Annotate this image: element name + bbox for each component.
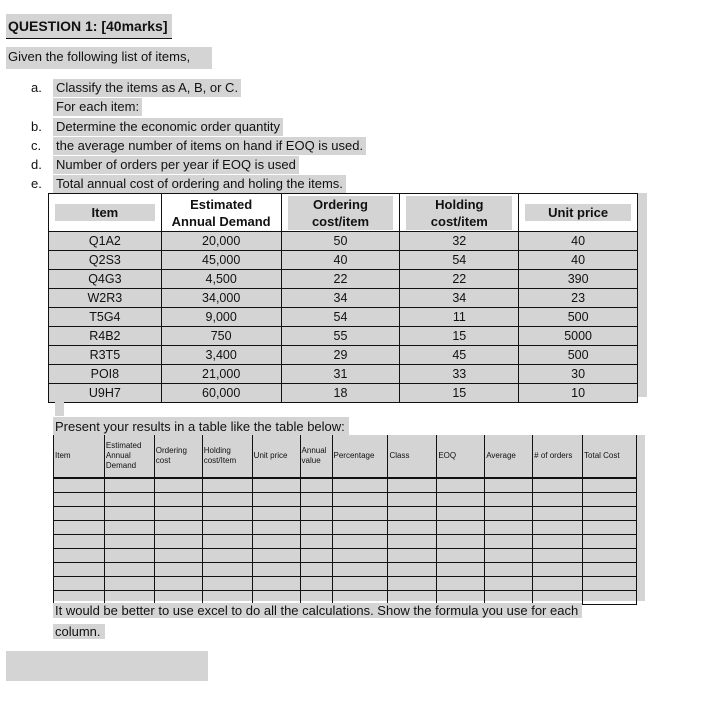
template-empty-cell (104, 478, 154, 493)
table-cell: 22 (281, 270, 400, 289)
template-empty-row (54, 478, 637, 493)
table-cell: 9,000 (161, 308, 281, 327)
template-empty-cell (104, 493, 154, 507)
template-empty-cell (202, 521, 252, 535)
template-header-cell: Percentage (332, 435, 388, 478)
template-empty-cell (533, 493, 583, 507)
table-row (49, 289, 638, 308)
table-row (49, 308, 638, 327)
template-empty-cell (533, 521, 583, 535)
template-header-cell: Unit price (252, 435, 300, 478)
table-cell: 5000 (519, 327, 638, 346)
header-item: Item (49, 194, 162, 232)
template-empty-cell (154, 507, 202, 521)
table-cell: 50 (281, 232, 400, 251)
task-text: Number of orders per year if EOQ is used (53, 156, 299, 174)
template-empty-cell (485, 478, 533, 493)
template-empty-row (54, 563, 637, 577)
gray-highlight (55, 397, 64, 416)
template-empty-cell (104, 521, 154, 535)
template-empty-cell (533, 577, 583, 591)
table-row (49, 270, 638, 289)
present-results-text: Present your results in a table like the table below: (53, 417, 349, 436)
template-empty-cell (583, 549, 637, 563)
footer-instructions (53, 601, 605, 642)
template-empty-cell (54, 535, 105, 549)
table-cell: 30 (519, 365, 638, 384)
template-empty-cell (300, 478, 332, 493)
template-empty-row (54, 549, 637, 563)
table-cell: W2R3 (49, 289, 162, 308)
table-cell: 500 (519, 346, 638, 365)
template-empty-cell (54, 493, 105, 507)
template-empty-cell (583, 493, 637, 507)
template-header-cell: Class (388, 435, 437, 478)
template-empty-cell (300, 493, 332, 507)
gray-highlight (638, 193, 647, 397)
task-letter: c. (31, 138, 42, 153)
header-ordering-cost: Ordering cost/item (281, 194, 400, 232)
items-table-body (49, 232, 638, 403)
template-empty-cell (300, 521, 332, 535)
table-cell: 60,000 (161, 384, 281, 403)
template-empty-cell (437, 521, 485, 535)
template-empty-cell (252, 493, 300, 507)
template-header-cell: # of orders (533, 435, 583, 478)
items-table (48, 193, 638, 403)
template-header-cell: Estimated Annual Demand (104, 435, 154, 478)
template-empty-cell (388, 563, 437, 577)
template-empty-cell (154, 563, 202, 577)
template-header-cell: EOQ (437, 435, 485, 478)
table-cell: 15 (400, 327, 519, 346)
table-row (49, 251, 638, 270)
table-cell: 45,000 (161, 251, 281, 270)
table-cell: U9H7 (49, 384, 162, 403)
table-cell: 750 (161, 327, 281, 346)
template-header-cell: Holding cost/Item (202, 435, 252, 478)
template-empty-cell (154, 577, 202, 591)
task-letter: d. (31, 157, 42, 172)
table-cell: Q2S3 (49, 251, 162, 270)
template-empty-row (54, 577, 637, 591)
template-empty-cell (388, 577, 437, 591)
intro-text: Given the following list of items, (6, 47, 212, 69)
template-empty-cell (388, 535, 437, 549)
template-body (54, 478, 637, 605)
table-row (49, 346, 638, 365)
template-empty-cell (154, 478, 202, 493)
template-empty-cell (437, 577, 485, 591)
template-empty-cell (54, 478, 105, 493)
template-empty-cell (252, 577, 300, 591)
table-cell: 390 (519, 270, 638, 289)
template-empty-cell (54, 577, 105, 591)
template-empty-cell (300, 507, 332, 521)
template-empty-row (54, 493, 637, 507)
table-cell: 23 (519, 289, 638, 308)
template-empty-cell (252, 478, 300, 493)
template-empty-cell (388, 521, 437, 535)
template-empty-cell (300, 577, 332, 591)
table-cell: 54 (281, 308, 400, 327)
table-row (49, 384, 638, 403)
table-cell: 15 (400, 384, 519, 403)
table-cell: 500 (519, 308, 638, 327)
table-row (49, 327, 638, 346)
template-empty-cell (437, 493, 485, 507)
template-empty-cell (54, 521, 105, 535)
template-empty-cell (202, 549, 252, 563)
template-empty-row (54, 521, 637, 535)
table-cell: Q4G3 (49, 270, 162, 289)
table-cell: 3,400 (161, 346, 281, 365)
table-cell: 20,000 (161, 232, 281, 251)
template-empty-cell (104, 577, 154, 591)
template-empty-cell (252, 521, 300, 535)
template-empty-cell (485, 563, 533, 577)
table-cell: 18 (281, 384, 400, 403)
template-empty-row (54, 535, 637, 549)
template-empty-cell (332, 549, 388, 563)
table-row (49, 365, 638, 384)
task-text: Classify the items as A, B, or C. (53, 79, 241, 97)
template-empty-cell (332, 577, 388, 591)
template-empty-cell (533, 507, 583, 521)
template-empty-cell (202, 493, 252, 507)
template-empty-cell (154, 521, 202, 535)
task-letter: b. (31, 119, 42, 134)
template-empty-cell (583, 507, 637, 521)
template-empty-cell (104, 507, 154, 521)
template-empty-cell (388, 478, 437, 493)
table-cell: 45 (400, 346, 519, 365)
task-text: Determine the economic order quantity (53, 118, 283, 136)
template-empty-cell (533, 549, 583, 563)
template-empty-cell (485, 521, 533, 535)
table-cell: 40 (281, 251, 400, 270)
template-empty-cell (104, 563, 154, 577)
table-cell: Q1A2 (49, 232, 162, 251)
template-empty-cell (300, 549, 332, 563)
template-empty-cell (332, 478, 388, 493)
template-empty-cell (154, 549, 202, 563)
template-empty-cell (583, 535, 637, 549)
table-cell: 10 (519, 384, 638, 403)
table-cell: 40 (519, 232, 638, 251)
header-estimated-annual-demand: Estimated Annual Demand (161, 194, 281, 232)
template-empty-cell (583, 563, 637, 577)
table-cell: R4B2 (49, 327, 162, 346)
template-header-cell: Item (54, 435, 105, 478)
template-empty-cell (533, 535, 583, 549)
template-empty-cell (388, 493, 437, 507)
template-empty-cell (252, 507, 300, 521)
question-title: QUESTION 1: [40marks] (6, 14, 172, 38)
template-empty-cell (533, 478, 583, 493)
table-cell: 55 (281, 327, 400, 346)
table-row (49, 232, 638, 251)
table-cell: R3T5 (49, 346, 162, 365)
template-empty-cell (485, 507, 533, 521)
template-empty-cell (54, 563, 105, 577)
template-empty-cell (332, 563, 388, 577)
table-cell: 32 (400, 232, 519, 251)
template-empty-cell (54, 549, 105, 563)
table-cell: 21,000 (161, 365, 281, 384)
template-empty-cell (485, 577, 533, 591)
footer-line-1: It would be better to use excel to do all the calculations. Show the formula you use for each (53, 603, 582, 618)
template-empty-cell (104, 535, 154, 549)
template-empty-cell (332, 521, 388, 535)
template-empty-cell (300, 563, 332, 577)
template-empty-cell (485, 493, 533, 507)
template-empty-cell (202, 478, 252, 493)
task-letter: a. (31, 80, 42, 95)
template-header-cell: Total Cost (583, 435, 637, 478)
table-cell: 34,000 (161, 289, 281, 308)
template-empty-cell (388, 507, 437, 521)
template-empty-cell (154, 493, 202, 507)
template-empty-cell (437, 535, 485, 549)
template-empty-cell (252, 535, 300, 549)
template-empty-cell (485, 535, 533, 549)
results-template-table (53, 435, 637, 605)
table-cell: 11 (400, 308, 519, 327)
header-holding-cost: Holding cost/item (400, 194, 519, 232)
table-cell: POI8 (49, 365, 162, 384)
template-empty-cell (388, 549, 437, 563)
template-empty-cell (485, 549, 533, 563)
task-text: the average number of items on hand if EOQ is used. (53, 137, 366, 155)
template-empty-cell (533, 563, 583, 577)
template-empty-cell (202, 563, 252, 577)
table-cell: 33 (400, 365, 519, 384)
template-empty-cell (332, 507, 388, 521)
template-empty-cell (252, 549, 300, 563)
table-cell: 29 (281, 346, 400, 365)
template-empty-cell (437, 563, 485, 577)
template-empty-cell (583, 577, 637, 591)
template-empty-cell (437, 478, 485, 493)
template-empty-cell (252, 563, 300, 577)
task-text: For each item: (53, 98, 142, 116)
template-empty-cell (202, 507, 252, 521)
template-header-cell: Ordering cost (154, 435, 202, 478)
header-unit-price: Unit price (519, 194, 638, 232)
footer-line-2: column. (53, 624, 105, 639)
task-letter: e. (31, 176, 42, 191)
template-empty-cell (583, 521, 637, 535)
template-empty-cell (54, 507, 105, 521)
table-cell: 22 (400, 270, 519, 289)
template-header-row (54, 435, 637, 478)
template-header-cell: Average (485, 435, 533, 478)
template-empty-cell (332, 535, 388, 549)
template-empty-cell (154, 535, 202, 549)
table-cell: 31 (281, 365, 400, 384)
template-empty-cell (202, 535, 252, 549)
template-empty-cell (332, 493, 388, 507)
table-cell: T5G4 (49, 308, 162, 327)
template-empty-row (54, 507, 637, 521)
gray-highlight-block (6, 651, 208, 681)
table-cell: 34 (281, 289, 400, 308)
template-empty-cell (300, 535, 332, 549)
template-empty-cell (437, 549, 485, 563)
template-header-cell: Annual value (300, 435, 332, 478)
table-cell: 4,500 (161, 270, 281, 289)
template-empty-cell (437, 507, 485, 521)
task-text: Total annual cost of ordering and holing the items. (53, 175, 346, 193)
table-cell: 34 (400, 289, 519, 308)
table-cell: 54 (400, 251, 519, 270)
template-empty-cell (202, 577, 252, 591)
template-empty-cell (583, 478, 637, 493)
table-cell: 40 (519, 251, 638, 270)
template-empty-cell (104, 549, 154, 563)
